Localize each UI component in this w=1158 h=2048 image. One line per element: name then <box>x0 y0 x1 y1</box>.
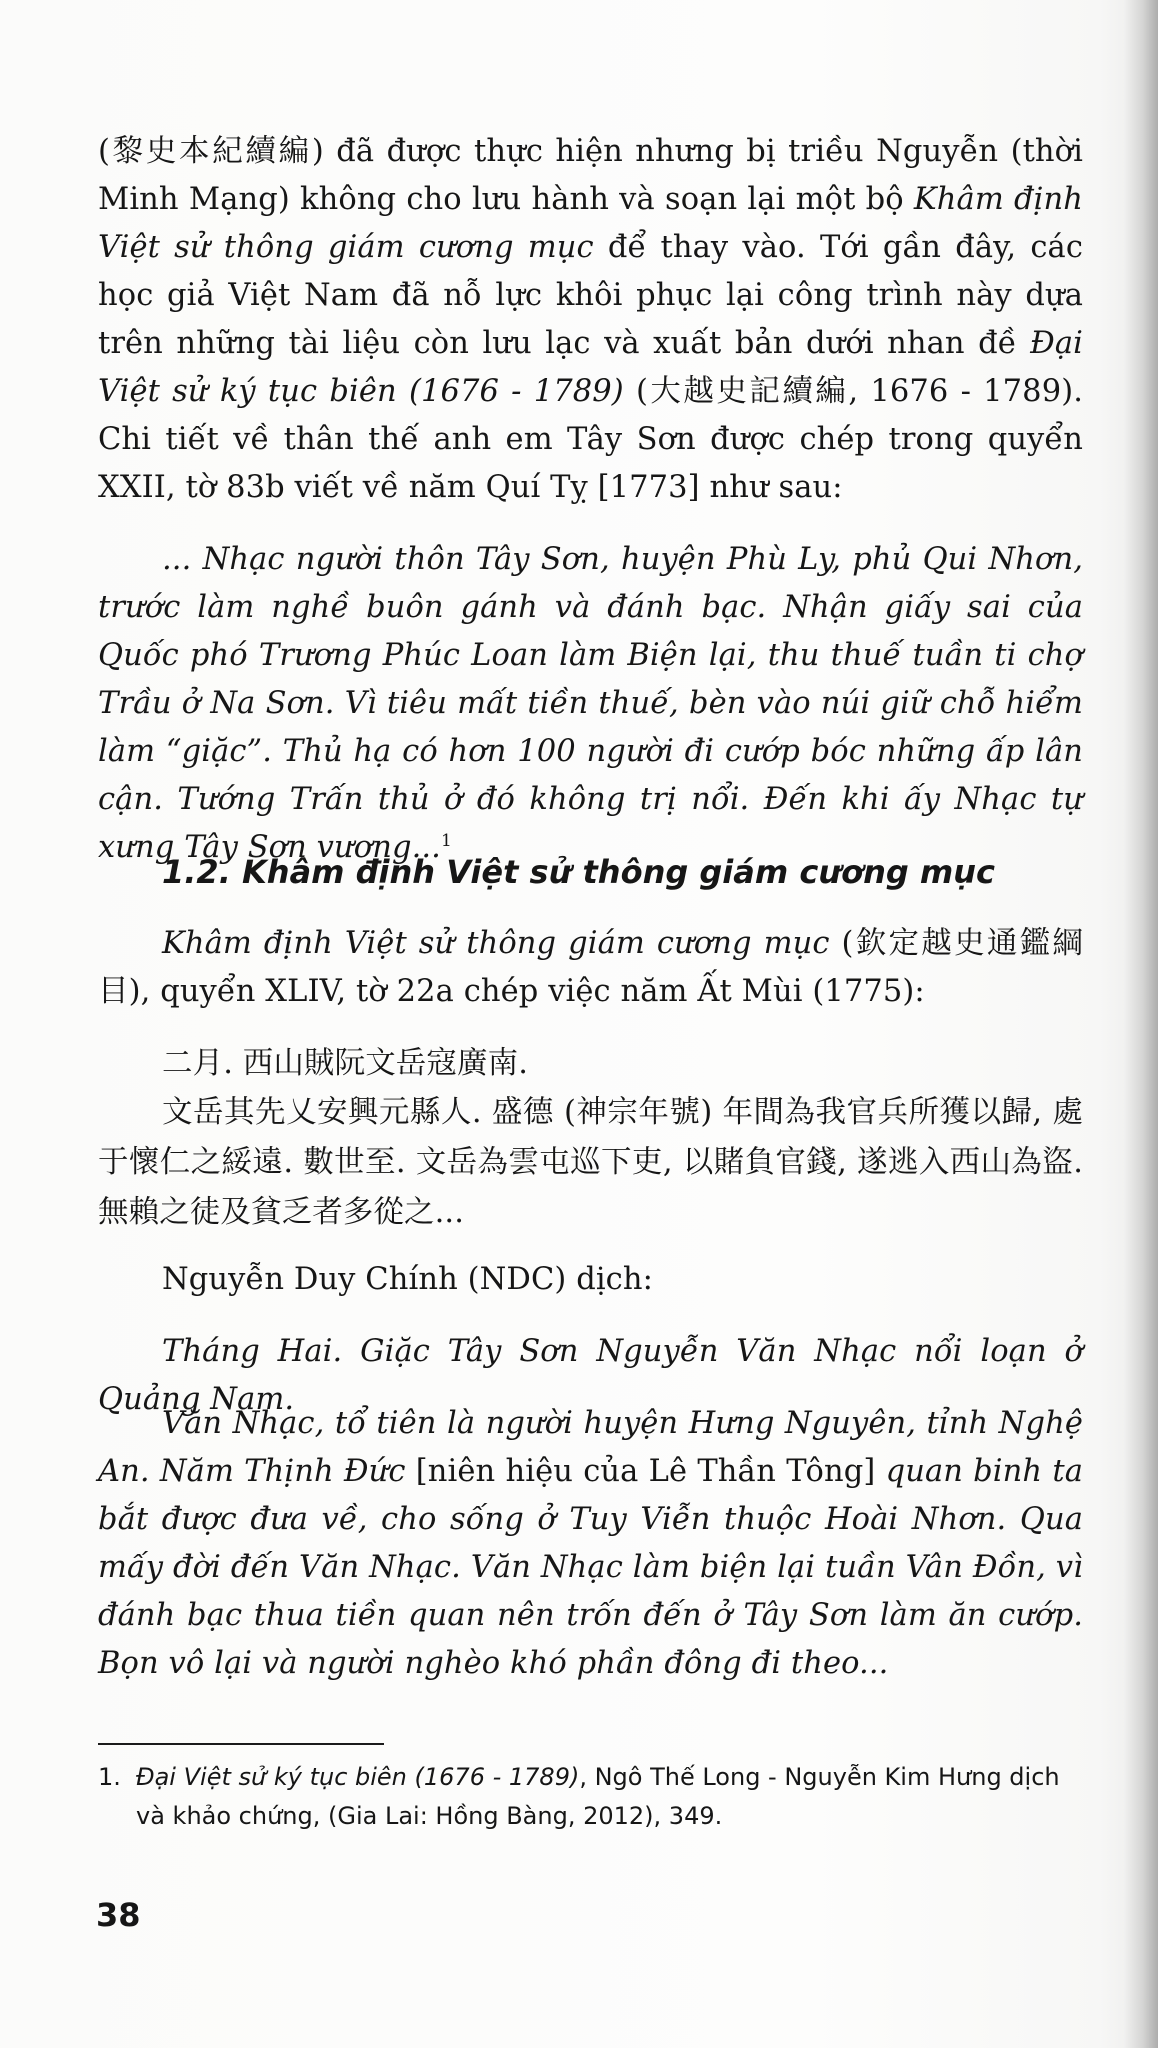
intro-title-daiviet: Đại Việt sử ký tục biên (1676 - 1789) <box>98 326 1083 409</box>
section-intro-paragraph <box>98 920 1083 1016</box>
translation-2-part-c: quan binh ta bắt được đưa về, cho sống ở Tuy Viễn thuộc Hoài Nhơn. Qua mấy đời đến Văn Nhạc. Văn Nhạc làm biện lại tuần Vân Đồn, vì đánh bạc thua tiền quan nên trốn đến ở Tây Sơn làm ăn cướp. Bọn vô lại và người nghèo khó phần đông đi theo... <box>98 1454 1084 1681</box>
section-intro-text: (欽定越史通鑑綱目), quyển XLIV, tờ 22a chép việc năm Ất Mùi (1775): <box>98 926 1083 1009</box>
intro-paragraph <box>98 128 1083 512</box>
translator-line: Nguyễn Duy Chính (NDC) dịch: <box>162 1262 653 1297</box>
footnote <box>98 1758 1083 1836</box>
footnote-citation: , Ngô Thế Long - Nguyễn Kim Hưng dịch và khảo chứng, (Gia Lai: Hồng Bàng, 2012), 349. <box>136 1763 1060 1830</box>
intro-text-2: để thay vào. Tới gần đây, các học giả Việt Nam đã nỗ lực khôi phục lại công trình này dựa trên những tài liệu còn lưu lạc và xuất bản dưới nhan đề <box>98 230 1083 361</box>
section-heading: 1.2. Khâm định Việt sử thông giám cương mục <box>162 853 995 891</box>
translation-2-part-a: Văn Nhạc, tổ tiên là người huyện Hưng Nguyên, tỉnh Nghệ An. Năm Thịnh Đức <box>98 1406 1083 1489</box>
footnote-divider <box>98 1743 384 1745</box>
quote-text: ... Nhạc người thôn Tây Sơn, huyện Phù Ly, phủ Qui Nhơn, trước làm nghề buôn gánh và đánh bạc. Nhận giấy sai của Quốc phó Trương Phúc Loan làm Biện lại, thu thuế tuần ti chợ Trầu ở Na Sơn. Vì tiêu mất tiền thuế, bèn vào núi giữ chỗ hiểm làm “giặc”. Thủ hạ có hơn 100 người đi cướp bóc những ấp lân cận. Tướng Trấn thủ ở đó không trị nổi. Đến khi ấy Nhạc tự xưng Tây Sơn vương... <box>98 542 1083 865</box>
footnote-title: Đại Việt sử ký tục biên (1676 - 1789) <box>136 1763 580 1791</box>
intro-text-1: (黎史本紀續編) đã được thực hiện nhưng bị triều Nguyễn (thời Minh Mạng) không cho lưu hành và soạn lại một bộ <box>98 134 1083 217</box>
translation-paragraph-2 <box>98 1400 1083 1688</box>
translation-line-1: Tháng Hai. Giặc Tây Sơn Nguyễn Văn Nhạc nổi loạn ở Quảng Nam. <box>98 1334 1083 1417</box>
translation-2-part-b: [niên hiệu của Lê Thần Tông] <box>405 1454 886 1489</box>
intro-text-3: (大越史記續編, 1676 - 1789). Chi tiết về thân thế anh em Tây Sơn được chép trong quyển XXII, tờ 83b viết về năm Quí Tỵ [1773] như sau: <box>98 374 1083 505</box>
footnote-reference: 1 <box>440 830 452 851</box>
page-number: 38 <box>96 1896 141 1934</box>
footnote-number: 1. <box>98 1763 121 1791</box>
quote-paragraph <box>98 536 1083 872</box>
chinese-heading-line: 二月. 西山賊阮文岳寇廣南. <box>162 1046 528 1081</box>
chinese-paragraph: 文岳其先乂安興元縣人. 盛德 (神宗年號) 年間為我官兵所獲以歸, 處于懷仁之綏遠. 數世至. 文岳為雲屯巡下吏, 以賭負官錢, 遂逃入西山為盜. 無賴之徒及貧乏者多從之... <box>98 1095 1083 1230</box>
footnote-text <box>136 1758 1083 1836</box>
section-intro-title: Khâm định Việt sử thông giám cương mục <box>162 926 830 961</box>
intro-title-khamdinh: Khâm định Việt sử thông giám cương mục <box>98 182 1083 265</box>
